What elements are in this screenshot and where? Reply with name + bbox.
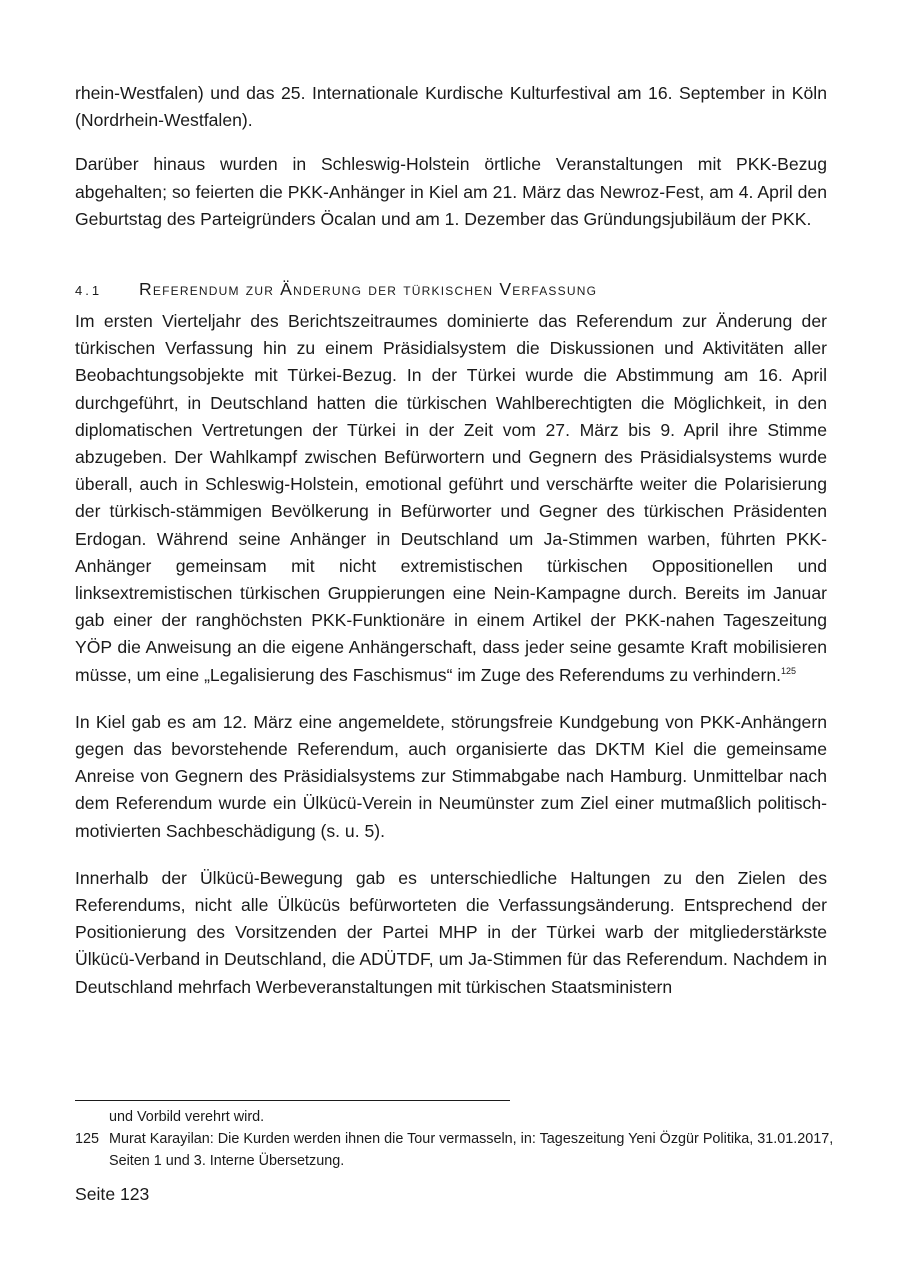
page-body: [75, 80, 827, 1021]
footnote-text: Murat Karayilan: Die Kurden werden ihnen die Tour vermasseln, in: Tageszeitung Yeni Özgür Politika, 31.01.2017, Seiten 1 und 3. Interne Übersetzung.: [109, 1131, 834, 1169]
footnote-number: 125: [75, 1131, 100, 1147]
paragraph-referendum-text: Im ersten Vierteljahr des Berichtszeitraumes dominierte das Referendum zur Änderung der türkischen Verfassung hin zu einem Präsidialsystem die Diskussionen und Aktivitäten aller Beobachtungsobjekte mit Türkei-Bezug. In der Türkei wurde die Abstimmung am 16. April durchgeführt, in Deutschland hatten die türkischen Wahlberechtigten die Möglichkeit, in den diplomatischen Vertretungen der Türkei in der Zeit vom 27. März bis 9. April ihre Stimme abzugeben. Der Wahlkampf zwischen Befürwortern und Gegnern des Präsidialsystems wurde überall, auch in Schleswig-Holstein, emotional geführt und verschärfte weiter die Polarisierung der türkisch-stämmigen Bevölkerung in Befürworter und Gegner des türkischen Präsidenten Erdogan. Während seine Anhänger in Deutschland um Ja-Stimmen warben, führten PKK-Anhänger gemeinsam mit nicht extremistischen türkischen Oppositionellen und linksextremistischen türkischen Gruppierungen eine Nein-Kampagne durch. Bereits im Januar gab einer der ranghöchsten PKK-Funktionäre in einem Artikel der PKK-nahen Tageszeitung YÖP die Anweisung an die eigene Anhängerschaft, dass jeder seine gesamte Kraft mobilisieren müsse, um eine „Legalisierung des Faschismus“ im Zuge des Referendums zu verhindern.: [75, 311, 827, 685]
section-title: Referendum zur Änderung der türkischen Verfassung: [139, 279, 598, 300]
footnote-reference[interactable]: 125: [781, 665, 797, 676]
paragraph-continuation: rhein-Westfalen) und das 25. Internationale Kurdische Kulturfestival am 16. September in Köln (Nordrhein-Westfalen).: [75, 83, 827, 131]
footnote-125: [75, 1128, 835, 1172]
footnote-continued-text: und Vorbild verehrt wird.: [109, 1109, 265, 1125]
paragraph-referendum: [75, 308, 827, 689]
section-number: 4.1: [75, 283, 103, 299]
paragraph-uelkuecue: Innerhalb der Ülkücü-Bewegung gab es unterschiedliche Haltungen zu den Zielen des Referendums, nicht alle Ülkücüs befürworteten die Verfassungsänderung. Entsprechend der Positionierung des Vorsitzenden der Partei MHP in der Türkei warb der mitgliederstärkste Ülkücü-Verband in Deutschland, die ADÜTDF, um Ja-Stimmen für das Referendum. Nachdem in Deutschland mehrfach Werbeveranstaltungen mit türkischen Staatsministern: [75, 867, 827, 997]
paragraph-events: Darüber hinaus wurden in Schleswig-Holstein örtliche Veranstaltungen mit PKK-Bezug abgehalten; so feierten die PKK-Anhänger in Kiel am 21. März das Newroz-Fest, am 4. April den Geburtstag des Parteigründers Öcalan und am 1. Dezember das Gründungsjubiläum der PKK.: [75, 154, 827, 229]
footnotes: [75, 1106, 835, 1172]
footnote-continued: [75, 1106, 835, 1128]
footnote-divider: [75, 1100, 510, 1101]
page-number: Seite 123: [75, 1184, 150, 1204]
section-heading: [75, 279, 827, 300]
paragraph-kiel: In Kiel gab es am 12. März eine angemeldete, störungsfreie Kundgebung von PKK-Anhängern gegen das bevorstehende Referendum, auch organisierte das DKTM Kiel die gemeinsame Anreise von Gegnern des Präsidialsystems zur Stimmabgabe nach Hamburg. Unmittelbar nach dem Referendum wurde ein Ülkücü-Verein in Neumünster zum Ziel einer mutmaßlich politisch-motivierten Sachbeschädigung (s. u. 5).: [75, 711, 827, 841]
